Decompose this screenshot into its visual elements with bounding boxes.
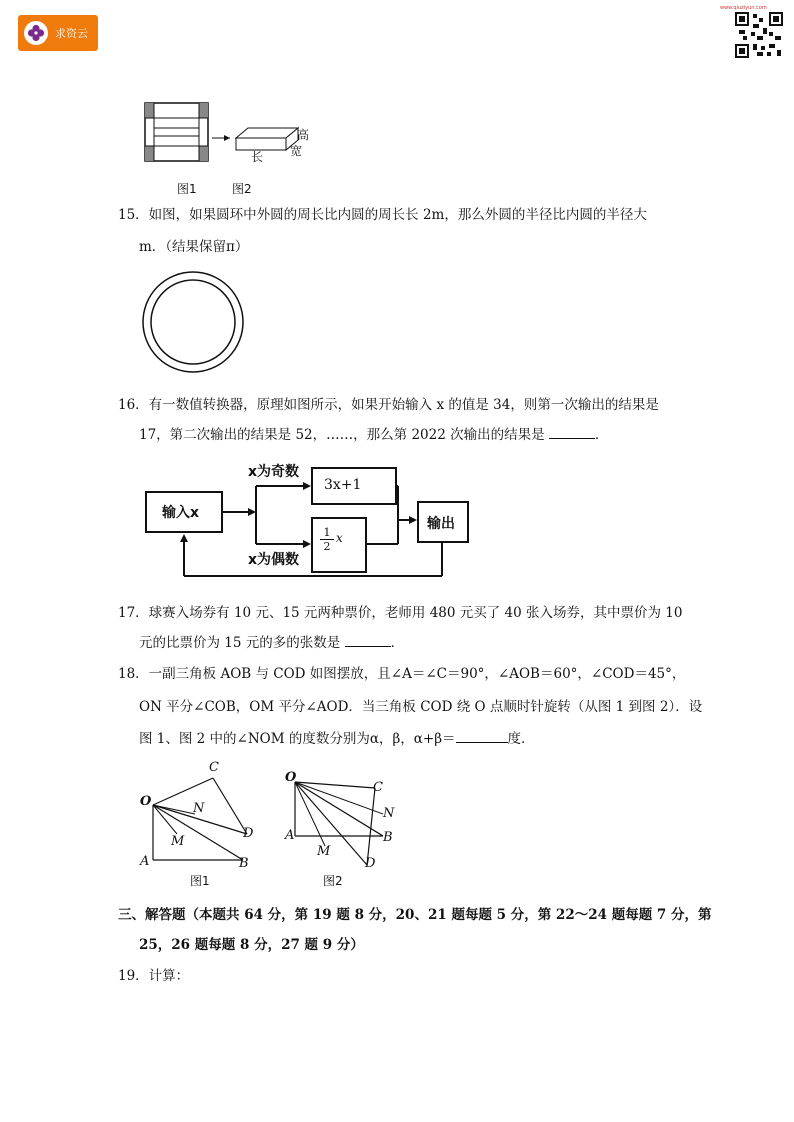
point-O2-label: O	[285, 770, 297, 785]
q18-line3-text: 图 1、图 2 中的∠NOM 的度数分别为α，β，α+β＝	[139, 731, 456, 747]
q16-line2	[139, 425, 608, 445]
q17-line2-end: ．	[390, 635, 405, 651]
triangle-figure-2-lines	[283, 770, 403, 880]
figure-caption-2: 图2	[232, 182, 252, 196]
q18-line3	[139, 729, 535, 749]
qr-code-icon[interactable]	[735, 12, 783, 58]
section3-heading-line2: 25，26 题每题 8 分，27 题 9 分）	[139, 937, 364, 953]
point-M-label: M	[171, 834, 185, 849]
label-long: 长	[251, 150, 264, 164]
point-D2-label: D	[365, 856, 376, 871]
triangle-figure-1	[135, 760, 265, 870]
flow-input-label: 输入x	[162, 505, 200, 521]
q18-line2: ON 平分∠COB，OM 平分∠AOD．当三角板 COD 绕 O 点顺时针旋转（从图 1 到图 2）．设	[139, 699, 703, 715]
flow-half-variable: x	[336, 531, 343, 545]
triangle-figure-2	[283, 770, 403, 880]
flow-half-numerator: 1	[320, 526, 334, 540]
flow-even-label: x为偶数	[248, 552, 300, 568]
q15-line1: 15．如图，如果圆环中外圆的周长比内圆的周长长 2m，那么外圆的半径比内圆的半径大	[118, 207, 647, 223]
point-C2-label: C	[373, 780, 383, 795]
point-B-label: B	[239, 856, 249, 871]
q17-answer-blank[interactable]	[345, 633, 391, 647]
q16-answer-blank[interactable]	[549, 425, 595, 439]
label-wide: 宽	[290, 144, 303, 158]
point-A2-label: A	[285, 828, 295, 843]
q16-line2-text: 17，第二次输出的结果是 52，……，那么第 2022 次输出的结果是	[139, 427, 545, 443]
q18-line1: 18．一副三角板 AOB 与 COD 如图摆放，且∠A＝∠C＝90°，∠AOB＝60°，∠COD＝45°，	[118, 666, 686, 682]
point-O-label: O	[140, 794, 152, 809]
section3-heading-line1: 三、解答题（本题共 64 分，第 19 题 8 分，20、21 题每题 5 分，第 22～24 题每题 7 分，第	[118, 907, 712, 923]
point-D-label: D	[243, 826, 254, 841]
flow-odd-label: x为奇数	[248, 464, 300, 480]
flow-output-label: 输出	[427, 516, 455, 532]
figure-caption-1: 图1	[177, 182, 197, 196]
q19-line1: 19．计算：	[118, 968, 190, 984]
flow-odd-formula: 3x+1	[324, 477, 362, 493]
q17-line1: 17．球赛入场券有 10 元、15 元两种票价，老师用 480 元买了 40 张入场券，其中票价为 10	[118, 605, 683, 621]
flow-half-denominator: 2	[323, 540, 331, 553]
point-A-label: A	[140, 854, 150, 869]
point-B2-label: B	[383, 830, 393, 845]
point-C-label: C	[209, 760, 219, 775]
q16-line1: 16．有一数值转换器，原理如图所示，如果开始输入 x 的值是 34，则第一次输出的结果是	[118, 397, 659, 413]
point-M2-label: M	[317, 844, 331, 859]
q18-figure-caption-1: 图1	[190, 874, 210, 888]
q18-line3-end: 度．	[507, 731, 535, 747]
qr-caption: www.qiuziyun.com	[720, 5, 767, 11]
annulus-figure	[138, 270, 248, 374]
label-high: 高	[297, 128, 310, 142]
point-N-label: N	[193, 801, 205, 816]
clover-icon	[24, 21, 48, 45]
q17-line2	[139, 633, 404, 653]
converter-flowchart	[140, 458, 470, 584]
q18-figure-caption-2: 图2	[323, 874, 343, 888]
point-N2-label: N	[383, 806, 395, 821]
q17-line2-text: 元的比票价为 15 元的多的张数是	[139, 635, 341, 651]
q16-line2-end: ．	[594, 427, 609, 443]
box-net-figure	[140, 98, 340, 166]
q18-answer-blank[interactable]	[456, 729, 508, 743]
logo-text: 求资云	[55, 27, 88, 40]
q15-line2: m．（结果保留π）	[139, 239, 249, 255]
brand-logo[interactable]	[18, 15, 98, 51]
flow-half-fraction	[320, 526, 334, 553]
